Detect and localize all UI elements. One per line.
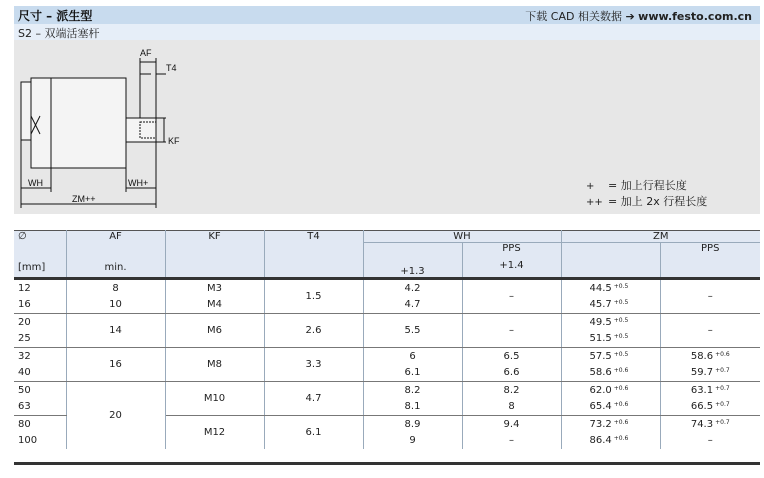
table-row: 12 8 M3 1.5 4.2 – 44.5 $^{+0.5}$ – (14, 279, 760, 297)
table-row: 25 51.5 $^{+0.5}$ (14, 331, 760, 348)
left-rod-end (21, 82, 31, 140)
table-row: 20 14 M6 2.6 5.5 – 49.5 $^{+0.5}$ – (14, 314, 760, 331)
col-af: AF min. (66, 231, 165, 279)
page-title: 尺寸 – 派生型 (18, 9, 93, 23)
drawing-panel (14, 40, 760, 214)
cad-download-label: 下载 CAD 相关数据 (525, 10, 622, 23)
col-zm: ZM (561, 231, 760, 243)
subtitle-bar (14, 24, 760, 41)
table-row: 16 10 M4 4.7 45.7 $^{+0.5}$ (14, 297, 760, 314)
label-af: AF (140, 48, 152, 58)
table-row: 32 16 M8 3.3 6 6.5 57.5 $^{+0.5}$ 58.6 $^{+0.6}$ (14, 348, 760, 365)
label-kf: KF (168, 136, 180, 146)
col-kf: KF (165, 231, 264, 279)
table-row: 80 M12 6.1 8.9 9.4 73.2 $^{+0.6}$ 74.3 $^{+0.7}$ (14, 416, 760, 433)
table-row: 40 6.1 6.6 58.6 $^{+0.6}$ 59.7 $^{+0.7}$ (14, 365, 760, 382)
af-min: min. (104, 262, 127, 273)
legend-text: = 加上行程长度 (608, 179, 687, 192)
legend-item (586, 177, 687, 193)
col-wh: WH (363, 231, 561, 243)
col-wh-pps: PPS +1.4 (462, 243, 561, 279)
variant-subtitle: S2 – 双端活塞杆 (18, 27, 100, 40)
label-t4: T4 (166, 63, 177, 73)
col-zm-main (561, 243, 660, 279)
label-wh-left: WH (28, 178, 43, 188)
table-row: 50 20 M10 4.7 8.2 8.2 62.0 $^{+0.6}$ 63.1 $^{+0.7}$ (14, 382, 760, 399)
col-dia (14, 231, 66, 279)
header-bar (14, 6, 760, 24)
col-wh-tol: +1.3 (363, 243, 462, 279)
table-bottom-rule (14, 462, 760, 465)
legend-symbol: + (586, 181, 595, 192)
arrow-icon: ➔ (625, 10, 635, 23)
cad-download-link[interactable] (525, 8, 752, 24)
col-zm-pps: PPS (660, 243, 760, 279)
label-zm: ZM++ (72, 194, 96, 204)
label-wh-right: WH+ (128, 178, 149, 188)
cad-download-url[interactable]: www.festo.com.cn (638, 10, 752, 23)
table-row: 63 8.1 8 65.4 $^{+0.6}$ 66.5 $^{+0.7}$ (14, 399, 760, 416)
dimension-table (14, 230, 760, 449)
col-t4: T4 (264, 231, 363, 279)
legend-item (586, 193, 707, 209)
dia-unit: [mm] (18, 262, 46, 273)
table-row: 100 9 – 86.4 $^{+0.6}$ – (14, 433, 760, 450)
cylinder-body (51, 78, 126, 168)
wh-pps-tol: +1.4 (499, 260, 524, 271)
dia-symbol: ∅ (18, 231, 27, 242)
legend-symbol: ++ (586, 197, 603, 208)
legend-text: = 加上 2x 行程长度 (608, 195, 708, 208)
